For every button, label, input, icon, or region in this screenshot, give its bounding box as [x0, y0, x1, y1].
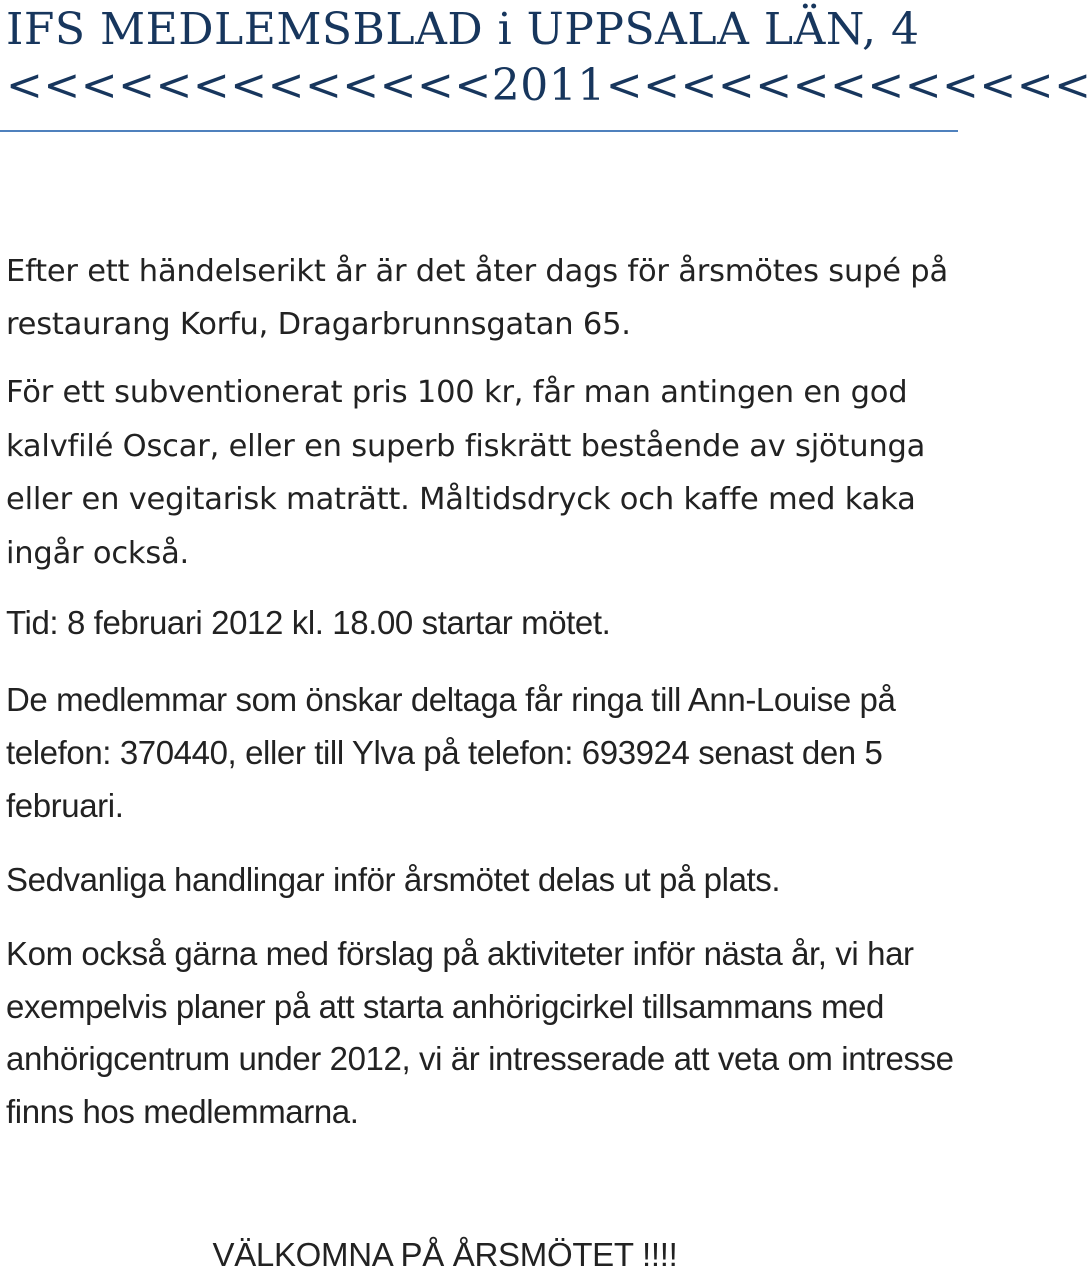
title-underline	[0, 130, 958, 132]
time-paragraph: Tid: 8 februari 2012 kl. 18.00 startar mötet.	[6, 604, 611, 641]
signup-paragraph: De medlemmar som önskar deltaga får ringa till Ann-Louise på telefon: 370440, eller till Ylva på telefon: 693924 senast den 5 februari.	[6, 681, 896, 824]
suggestions-paragraph: Kom också gärna med förslag på aktiviteter inför nästa år, vi har exempelvis planer på att starta anhörigcirkel tillsammans med anhörigcentrum under 2012, vi är intresserade att veta om intresse finns hos medlemmarna.	[6, 935, 954, 1130]
documents-paragraph: Sedvanliga handlingar inför årsmötet delas ut på plats.	[6, 861, 781, 898]
menu-paragraph: För ett subventionerat pris 100 kr, får man antingen en god kalvfilé Oscar, eller en superb fiskrätt bestående av sjötunga eller en vegitarisk maträtt. Måltidsdryck och kaffe med kaka ingår också.	[6, 375, 926, 571]
title-line-2: <<<<<<<<<<<<<2011<<<<<<<<<<<<<	[6, 60, 1092, 111]
closing-welcome: VÄLKOMNA PÅ ÅRSMÖTET !!!!	[212, 1236, 678, 1273]
title-line-1: IFS MEDLEMSBLAD i UPPSALA LÄN, 4	[6, 4, 920, 55]
page-title	[6, 2, 1092, 114]
intro-paragraph: Efter ett händelserikt år är det åter dags för årsmötes supé på restaurang Korfu, Dragarbrunnsgatan 65.	[6, 254, 948, 342]
